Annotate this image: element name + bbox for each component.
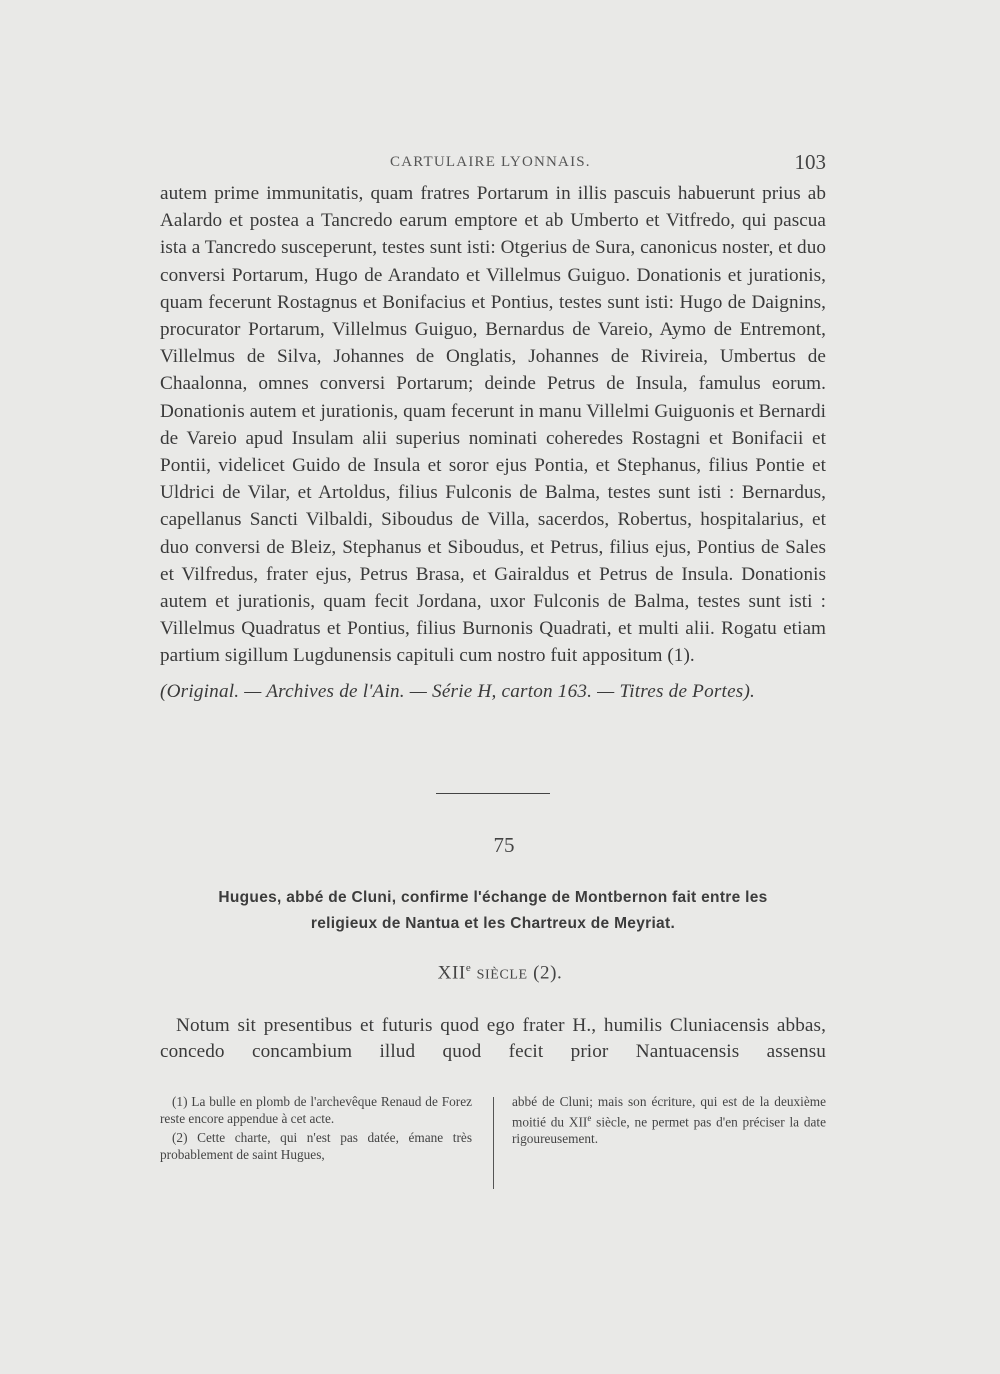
date-note: (2).: [533, 962, 563, 984]
footnote-2: (2) Cette charte, qui n'est pas datée, émane très probablement de saint Hugues,: [160, 1130, 472, 1162]
footnote-2-continued-a: abbé de Cluni; mais son écriture, qui est de la deuxième moitié du XII: [512, 1094, 826, 1130]
footnotes-right-column: [512, 1093, 826, 1147]
charter-75-text: Notum sit presentibus et futuris quod ego frater H., humilis Cluniacensis abbas, concedo concambium illud quod fecit prior Nantuacensis assensu: [160, 1015, 826, 1062]
section-divider: [436, 793, 550, 794]
charter-summary-line-2: religieux de Nantua et les Chartreux de Meyriat.: [310, 915, 676, 932]
footnote-2-superscript: e: [587, 1113, 592, 1123]
footnote-2-continued: [512, 1093, 826, 1147]
footnotes: [160, 1093, 826, 1203]
charter-74-text: autem prime immunitatis, quam fratres Portarum in illis pascuis habuerunt prius ab Aalardo et postea a Tancredo earum emptore et ab Umberto et Vitfredo, qui pascua ista a Tancredo susceperunt, testes sunt isti: Otgerius de Sura, canonicus noster, et duo conversi Portarum, Hugo de Arandato et Villelmus Guiguo. Donationis et jurationis, quam fecerunt Rostagnus et Bonifacius et Pontius, testes sunt isti: Hugo de Daignins, procurator Portarum, Villelmus Guiguo, Bernardus de Vareio, Aymo de Entremont, Villelmus de Silva, Johannes de Onglatis, Johannes de Rivireia, Umbertus de Chaalonna, omnes conversi Portarum; deinde Petrus de Insula, famulus eorum. Donationis autem et jurationis, quam fecerunt in manu Villelmi Guiguonis et Bernardi de Vareio apud Insulam alii superius nominati coheredes Rostagni et Bonifacii et Pontii, videlicet Guido de Insula et soror ejus Pontia, et Stephanus, filius Pontie et Uldrici de Vilar, et Artoldus, filius Fulconis de Balma, testes sunt isti : Bernardus, capellanus Sancti Vilbaldi, Siboudus de Villa, sacerdos, Robertus, hospitalarius, et duo conversi de Bleiz, Stephanus et Siboudus, et Petrus, filius ejus, Pontius de Sales et Vilfredus, frater ejus, Petrus Brasa, et Gairaldus et Petrus de Insula. Donationis autem et jurationis, quam fecit Jordana, uxor Fulconis de Balma, testes sunt isti : Villelmus Quadratus et Pontius, filius Burnonis Quadrati, et multi alii. Rogatu etiam partium sigillum Lugdunensis capituli cum nostro fuit appositum (1).: [160, 183, 826, 667]
footnote-2-continued-b: siècle, ne permet pas d'en préciser la date rigoureusement.: [512, 1114, 826, 1147]
date-word: SIÈCLE: [476, 967, 528, 983]
footnotes-left-column: [160, 1093, 472, 1165]
footnote-column-divider: [493, 1097, 494, 1189]
date-numeral: XII: [437, 962, 466, 984]
source-citation: (Original. — Archives de l'Ain. — Série H, carton 163. — Titres de Portes).: [160, 680, 756, 702]
date-superscript: e: [465, 962, 472, 974]
main-text-block: [160, 180, 826, 705]
charter-summary: [160, 885, 826, 937]
running-head: CARTULAIRE LYONNAIS.: [390, 154, 591, 170]
charter-summary-line-1: Hugues, abbé de Cluni, confirme l'échange de Montbernon fait entre les: [218, 889, 768, 906]
footnote-1: (1) La bulle en plomb de l'archevêque Renaud de Forez reste encore appendue à cet acte.: [160, 1094, 472, 1126]
page-header: [160, 152, 826, 176]
page-number: 103: [794, 150, 826, 174]
charter-date: [0, 962, 1000, 984]
charter-number: 75: [493, 833, 515, 857]
